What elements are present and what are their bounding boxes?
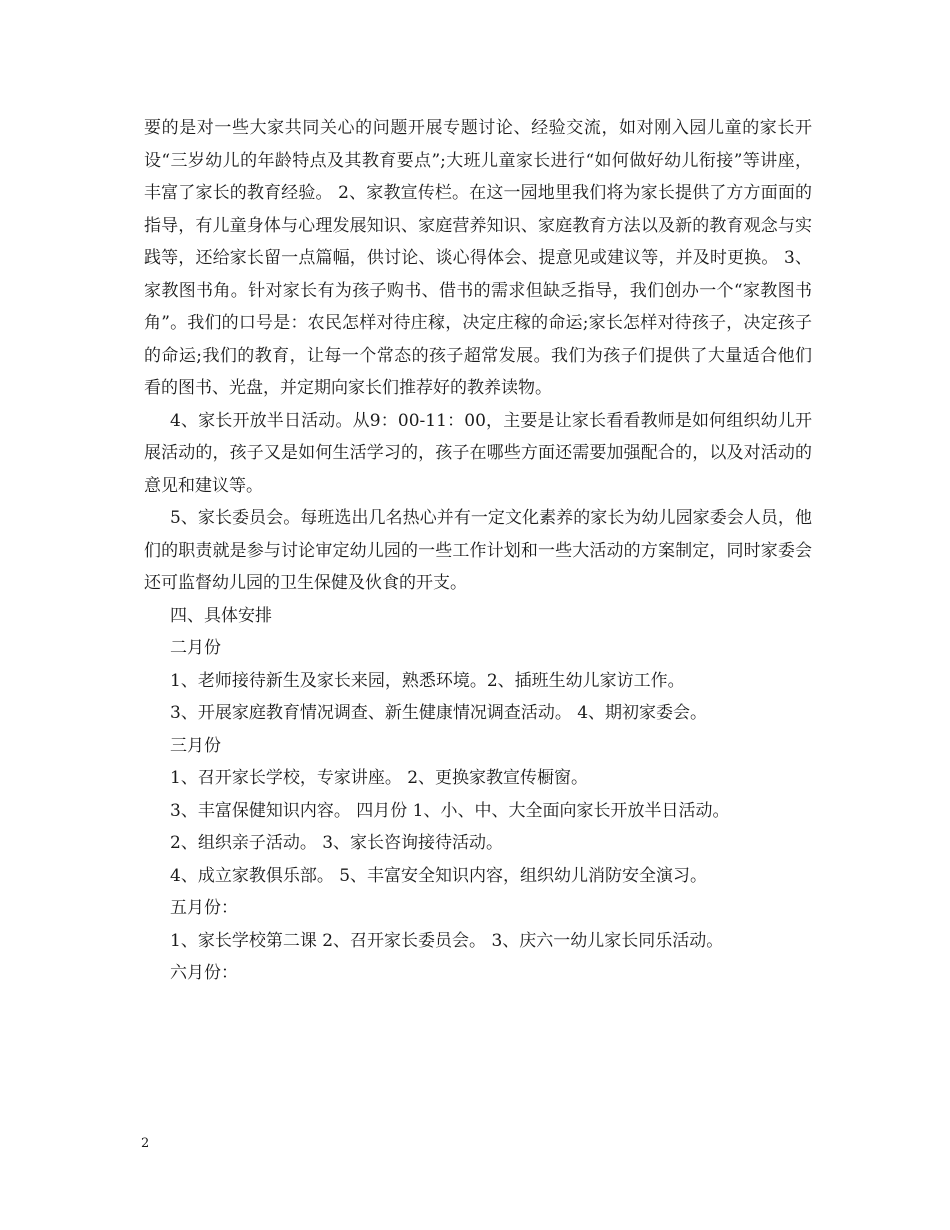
paragraph-parent-committee: 5、家长委员会。每班选出几名热心并有一定文化素养的家长为幼儿园家委会人员，他们的职责就是参与讨论审定幼儿园的一些工作计划和一些大活动的方案制定，同时家委会还可监督幼儿园的卫生保健及伙食的开支。 — [144, 508, 812, 593]
paragraph-parent-outreach: 要的是对一些大家共同关心的问题开展专题讨论、经验交流，如对刚入园儿童的家长开设“三岁幼儿的年龄特点及其教育要点”;大班儿童家长进行“如何做好幼儿衔接”等讲座，丰富了家长的教育经验。 2、家教宣传栏。在这一园地里我们将为家长提供了方方面面的指导，有儿童身体与心理发展知识、家庭营养知识、家庭教育方法以及新的教育观念与实践等，还给家长留一点篇幅，供讨论、谈心得体会、提意见或建议等，并及时更换。 3、家教图书角。针对家长有为孩子购书、借书的需求但缺乏指导，我们创办一个“家教图书角”。我们的口号是：农民怎样对待庄稼，决定庄稼的命运;家长怎样对待孩子，决定孩子的命运;我们的教育，让每一个常态的孩子超常发展。我们为孩子们提供了大量适合他们看的图书、光盘，并定期向家长们推荐好的教养读物。 — [144, 118, 812, 398]
month-heading-june: 六月份： — [170, 963, 238, 983]
schedule-item: 1、召开家长学校，专家讲座。 2、更换家教宣传橱窗。 — [170, 768, 589, 788]
month-heading-march: 三月份 — [170, 735, 221, 756]
month-heading-february: 二月份 — [170, 638, 221, 658]
month-heading-may: 五月份： — [170, 898, 238, 918]
schedule-item: 3、丰富保健知识内容。 四月份 1、小、中、大全面向家长开放半日活动。 — [170, 800, 730, 821]
paragraph-open-half-day: 4、家长开放半日活动。从9：00-11：00，主要是让家长看看教师是如何组织幼儿开展活动的，孩子又是如何生活学习的，孩子在哪些方面还需要加强配合的，以及对活动的意见和建议等。 — [144, 410, 812, 496]
page-number: 2 — [141, 1136, 150, 1151]
schedule-item: 2、组织亲子活动。 3、家长咨询接待活动。 — [170, 833, 504, 853]
schedule-item: 3、开展家庭教育情况调查、新生健康情况调查活动。 4、期初家委会。 — [170, 703, 708, 723]
section-heading-schedule: 四、具体安排 — [170, 605, 272, 626]
schedule-item: 4、成立家教俱乐部。 5、丰富安全知识内容，组织幼儿消防安全演习。 — [170, 865, 708, 886]
page-body — [144, 112, 812, 990]
schedule-item: 1、老师接待新生及家长来园，熟悉环境。2、插班生幼儿家访工作。 — [170, 670, 685, 691]
schedule-item: 1、家长学校第二课 2、召开家长委员会。 3、庆六一幼儿家长同乐活动。 — [170, 930, 724, 951]
